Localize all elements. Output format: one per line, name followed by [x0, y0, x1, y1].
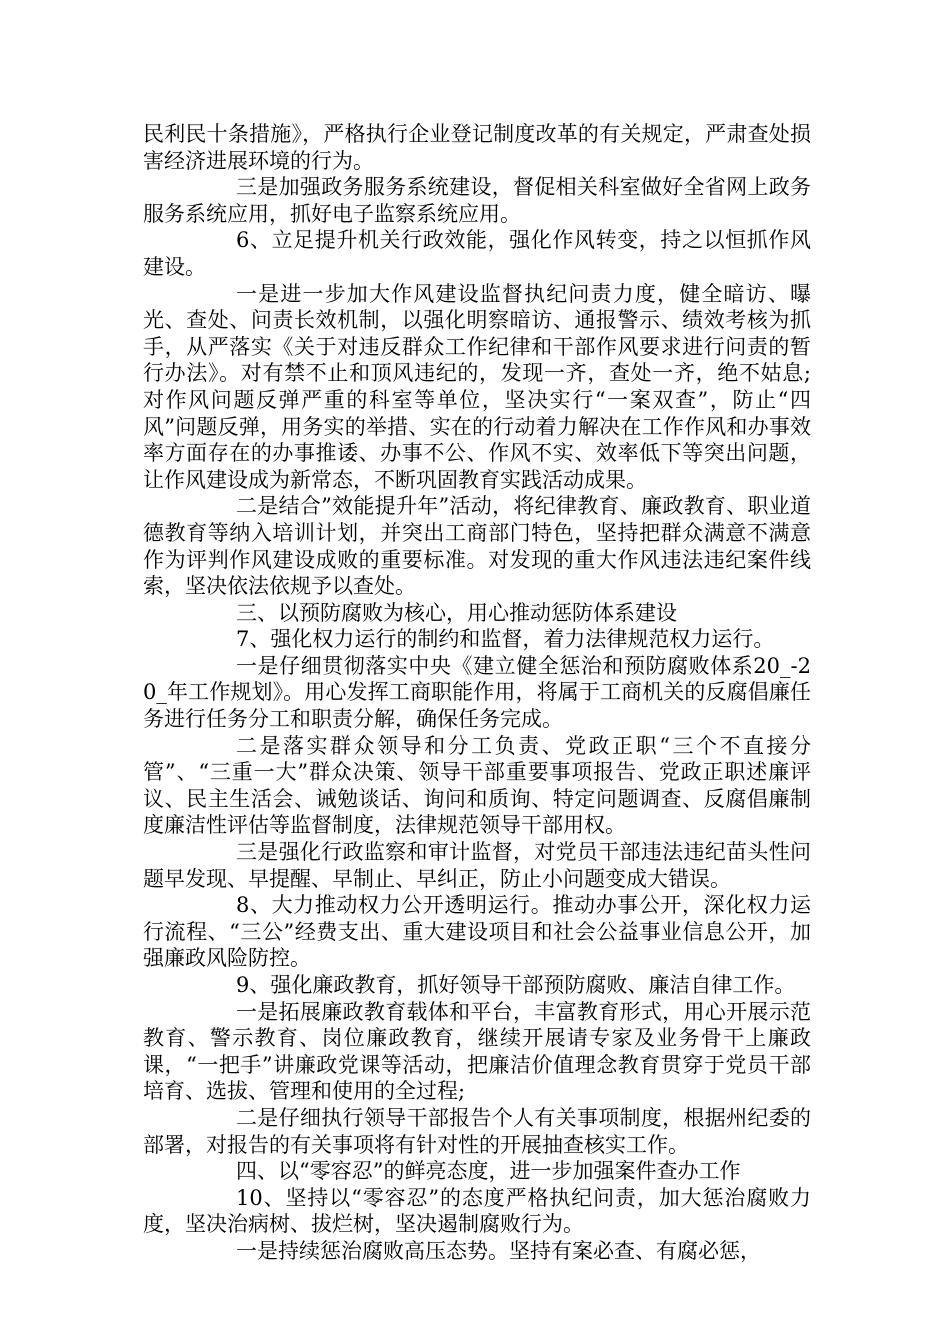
paragraph-17: 一是持续惩治腐败高压态势。坚持有案必查、有腐必惩，: [236, 1238, 761, 1263]
document-body: [143, 121, 811, 1265]
paragraph-11: 8、大力推动权力公开透明运行。推动办事公开，深化权力运行流程、“三公”经费支出、重大建设项目和社会公益事业信息公开，加强廉政风险防控。: [143, 893, 811, 971]
paragraph-13: 一是拓展廉政教育载体和平台，丰富教育形式，用心开展示范教育、警示教育、岗位廉政教育，继续开展请专家及业务骨干上廉政课，“一把手”讲廉政党课等活动，把廉洁价值理念教育贯穿于党员干部培育、选拔、管理和使用的全过程;: [143, 999, 811, 1104]
paragraph-2: 三是加强政务服务系统建设，督促相关科室做好全省网上政务服务系统应用，抓好电子监察系统应用。: [143, 175, 811, 226]
paragraph-14: 二是仔细执行领导干部报告个人有关事项制度，根据州纪委的部署，对报告的有关事项将有针对性的开展抽查核实工作。: [143, 1105, 811, 1157]
paragraph-7: 7、强化权力运行的制约和监督，着力法律规范权力运行。: [236, 627, 775, 652]
paragraph-10: 三是强化行政监察和审计监督，对党员干部违法违纪苗头性问题早发现、早提醒、早制止、早纠正，防止小问题变成大错误。: [143, 840, 811, 891]
paragraph-16: 10、坚持以“零容忍”的态度严格执纪问责，加大惩治腐败力度，坚决治病树、拔烂树，坚决遏制腐败行为。: [143, 1185, 811, 1237]
paragraph-8: 一是仔细贯彻落实中央《建立健全惩治和预防腐败体系20_-20_年工作规划》。用心发挥工商职能作用，将属于工商机关的反腐倡廉任务进行任务分工和职责分解，确保任务完成。: [143, 653, 811, 732]
paragraph-4: 一是进一步加大作风建设监督执纪问责力度，健全暗访、曝光、查处、问责长效机制，以强化明察暗访、通报警示、绩效考核为抓手，从严落实《关于对违反群众工作纪律和干部作风要求进行问责的暂行办法》。对有禁不止和顶风违纪的，发现一齐，查处一齐，绝不姑息;对作风问题反弹严重的科室等单位，坚决实行“一案双查”，防止“四风”问题反弹，用务实的举措、实在的行动着力解决在工作作风和办事效率方面存在的办事推诿、办事不公、作风不实、效率低下等突出问题，让作风建设成为新常态，不断巩固教育实践活动成果。: [143, 281, 811, 492]
paragraph-5: 二是结合”效能提升年”活动，将纪律教育、廉政教育、职业道德教育等纳入培训计划，并突出工商部门特色，坚持把群众满意不满意作为评判作风建设成败的重要标准。对发现的重大作风违法违纪案件线索，坚决依法依规予以查处。: [143, 494, 811, 599]
section-heading-4: 四、以“零容忍”的鲜亮态度，进一步加强案件查办工作: [236, 1159, 741, 1184]
paragraph-3: 6、立足提升机关行政效能，强化作风转变，持之以恒抓作风建设。: [143, 228, 811, 279]
paragraph-12: 9、强化廉政教育，抓好领导干部预防腐败、廉洁自律工作。: [236, 973, 796, 997]
section-heading-3: 三、以预防腐败为核心，用心推动惩防体系建设: [236, 600, 677, 625]
paragraph-1: 民利民十条措施》，严格执行企业登记制度改革的有关规定，严肃查处损害经济进展环境的行为。: [143, 122, 811, 173]
paragraph-9: 二是落实群众领导和分工负责、党政正职“三个不直接分管”、“三重一大”群众决策、领导干部重要事项报告、党政正职述廉评议、民主生活会、诫勉谈话、询问和质询、特定问题调查、反腐倡廉制度廉洁性评估等监督制度，法律规范领导干部用权。: [143, 733, 811, 838]
